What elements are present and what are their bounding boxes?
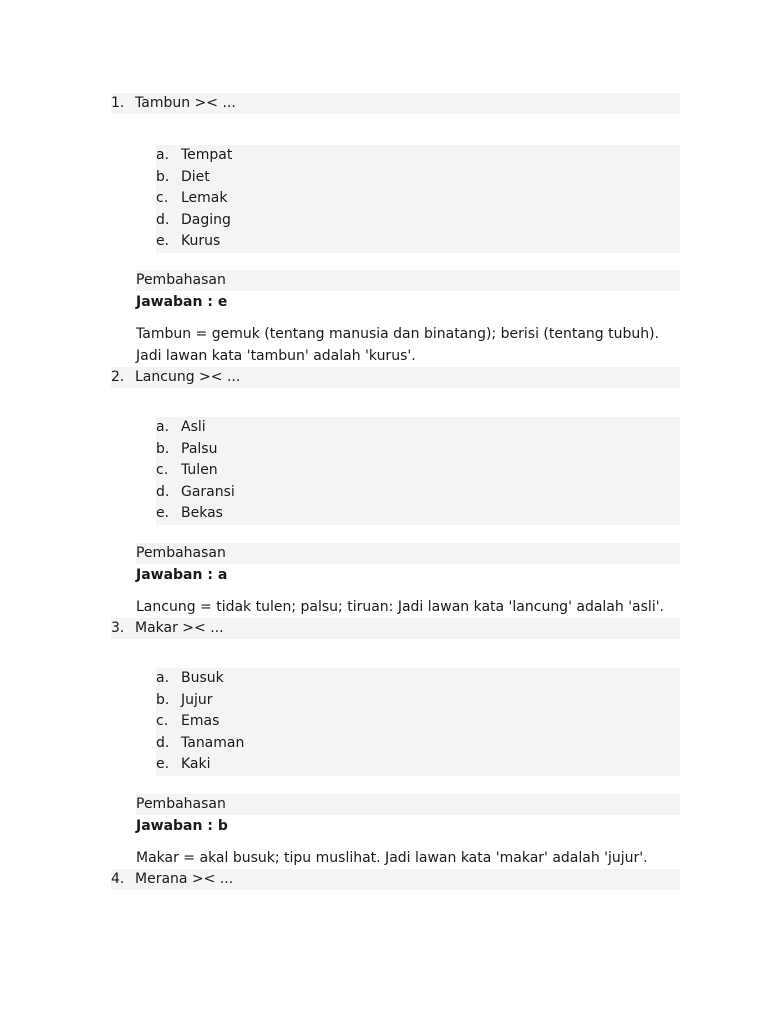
answer-key: Jawaban : b [136, 818, 228, 834]
option-letter: d. [156, 211, 170, 228]
option-letter: d. [156, 734, 170, 751]
option-letter: b. [156, 691, 170, 708]
option-b [156, 167, 680, 189]
question-number: 2. [111, 369, 125, 385]
option-letter: c. [156, 190, 169, 207]
pembahasan-label: Pembahasan [136, 543, 680, 564]
option-letter: b. [156, 168, 170, 185]
option-text: Bekas [181, 505, 223, 522]
question-text: Merana >< ... [135, 871, 234, 887]
option-text: Tanaman [181, 734, 245, 751]
option-text: Diet [181, 168, 210, 185]
option-letter: c. [156, 713, 169, 730]
pembahasan-label: Pembahasan [136, 270, 680, 291]
option-c [156, 460, 680, 482]
option-text: Emas [181, 713, 220, 730]
option-b [156, 439, 680, 461]
option-text: Busuk [181, 670, 224, 686]
option-e [156, 503, 680, 525]
option-letter: a. [156, 147, 170, 163]
option-c [156, 711, 680, 733]
option-c [156, 188, 680, 210]
question-text: Makar >< ... [135, 620, 224, 636]
explanation: Makar = akal busuk; tipu muslihat. Jadi lawan kata 'makar' adalah 'jujur'. [136, 850, 648, 866]
options-list-3 [156, 668, 680, 776]
option-letter: e. [156, 233, 170, 250]
option-text: Kurus [181, 233, 221, 250]
option-text: Asli [181, 419, 206, 435]
option-text: Jujur [181, 691, 213, 708]
option-d [156, 210, 680, 232]
option-d [156, 733, 680, 755]
question-2 [111, 367, 680, 388]
question-number: 1. [111, 95, 125, 111]
option-text: Daging [181, 211, 231, 228]
option-a [156, 145, 680, 167]
question-4 [111, 869, 680, 890]
explanation: Tambun = gemuk (tentang manusia dan binatang); berisi (tentang tubuh). Jadi lawan kata 'tambun' adalah 'kurus'. [136, 326, 660, 364]
question-text: Lancung >< ... [135, 369, 241, 385]
option-letter: c. [156, 462, 169, 479]
option-text: Garansi [181, 483, 235, 500]
question-1 [111, 93, 680, 114]
answer-key: Jawaban : a [136, 567, 228, 583]
option-a [156, 668, 680, 690]
options-list-2 [156, 417, 680, 525]
question-number: 3. [111, 620, 125, 636]
option-text: Palsu [181, 440, 218, 457]
answer-key: Jawaban : e [136, 294, 228, 310]
option-letter: a. [156, 670, 170, 686]
pembahasan-label: Pembahasan [136, 794, 680, 815]
option-e [156, 231, 680, 253]
option-letter: b. [156, 440, 170, 457]
option-text: Tempat [181, 147, 233, 163]
option-text: Lemak [181, 190, 228, 207]
option-letter: e. [156, 505, 170, 522]
option-d [156, 482, 680, 504]
option-letter: d. [156, 483, 170, 500]
option-b [156, 690, 680, 712]
explanation: Lancung = tidak tulen; palsu; tiruan: Jadi lawan kata 'lancung' adalah 'asli'. [136, 599, 665, 615]
question-3 [111, 618, 680, 639]
options-list-1 [156, 145, 680, 253]
option-text: Kaki [181, 756, 211, 773]
question-text: Tambun >< ... [135, 95, 236, 111]
option-text: Tulen [181, 462, 218, 479]
option-letter: a. [156, 419, 170, 435]
option-a [156, 417, 680, 439]
option-letter: e. [156, 756, 170, 773]
option-e [156, 754, 680, 776]
question-number: 4. [111, 871, 125, 887]
